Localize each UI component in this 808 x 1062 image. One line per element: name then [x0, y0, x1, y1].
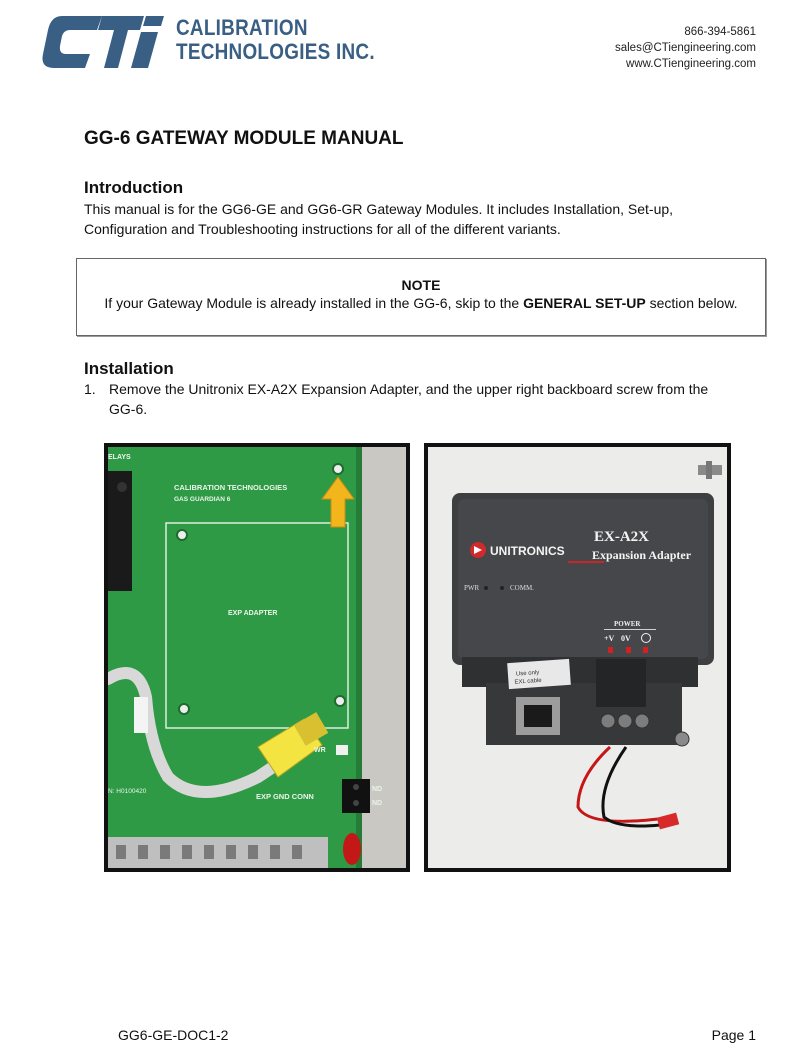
board-line-1: CALIBRATION TECHNOLOGIES [174, 483, 288, 492]
product-label: Expansion Adapter [592, 548, 692, 562]
exp-adapter-label: EXP ADAPTER [228, 610, 278, 617]
unitronics-brand: UNITRONICS [490, 544, 565, 558]
part-number-label: N: H0100420 [108, 788, 147, 795]
step-line-1: Remove the Unitronix EX-A2X Expansion Adapter, and the upper right backboard screw from the [109, 381, 709, 397]
installation-heading: Installation [84, 359, 174, 378]
vplus-label: +V [604, 634, 615, 643]
nd-label-1: ND [372, 786, 383, 793]
tag-line-1: Use only [515, 669, 540, 678]
company-line-2: TECHNOLOGIES INC. [176, 39, 375, 64]
nd-label-2: ND [372, 800, 383, 807]
photo-gg6-board [104, 443, 410, 872]
model-label: EX-A2X [594, 529, 649, 545]
email[interactable]: sales@CTiengineering.com [614, 42, 756, 54]
v0-label: 0V [621, 634, 631, 643]
company-line-1: CALIBRATION [176, 15, 308, 40]
relays-label: ELAYS [108, 454, 131, 461]
step-number: 1. [84, 381, 96, 397]
step-line-2: GG-6. [109, 401, 148, 417]
pwr-indicator-label: PWR [464, 584, 480, 592]
note-text [77, 295, 765, 311]
board-line-2: GAS GUARDIAN 6 [174, 496, 231, 503]
note-title: NOTE [401, 277, 441, 293]
phone: 866-394-5861 [684, 26, 756, 38]
introduction-text [84, 199, 764, 239]
pwr-label: WR [314, 747, 326, 754]
introduction-heading: Introduction [84, 178, 184, 197]
company-name [176, 16, 375, 64]
contact-block [615, 24, 756, 72]
note-text-bold: GENERAL SET-UP [523, 295, 646, 311]
photo-ex-a2x-adapter [424, 443, 731, 872]
note-text-before: If your Gateway Module is already installed in the GG-6, skip to the [104, 295, 524, 311]
footer-page-number: Page 1 [711, 1027, 756, 1043]
page-title: GG-6 GATEWAY MODULE MANUAL [84, 128, 404, 149]
comm-indicator-label: COMM. [510, 584, 534, 592]
website[interactable]: www.CTiengineering.com [626, 58, 756, 70]
power-label: POWER [614, 620, 641, 628]
note-box [76, 258, 766, 336]
cti-logo [40, 12, 168, 72]
footer-doc-id: GG6-GE-DOC1-2 [118, 1027, 229, 1043]
note-text-after: section below. [645, 295, 738, 311]
introduction-line-1: This manual is for the GG6-GE and GG6-GR Gateway Modules. It includes Installation, Set-up, [84, 201, 674, 217]
introduction-line-2: Configuration and Troubleshooting instructions for all of the different variants. [84, 221, 561, 237]
exp-gnd-conn-label: EXP GND CONN [256, 792, 314, 801]
tag-line-2: EXL cable [514, 677, 542, 686]
step-text [109, 379, 769, 419]
